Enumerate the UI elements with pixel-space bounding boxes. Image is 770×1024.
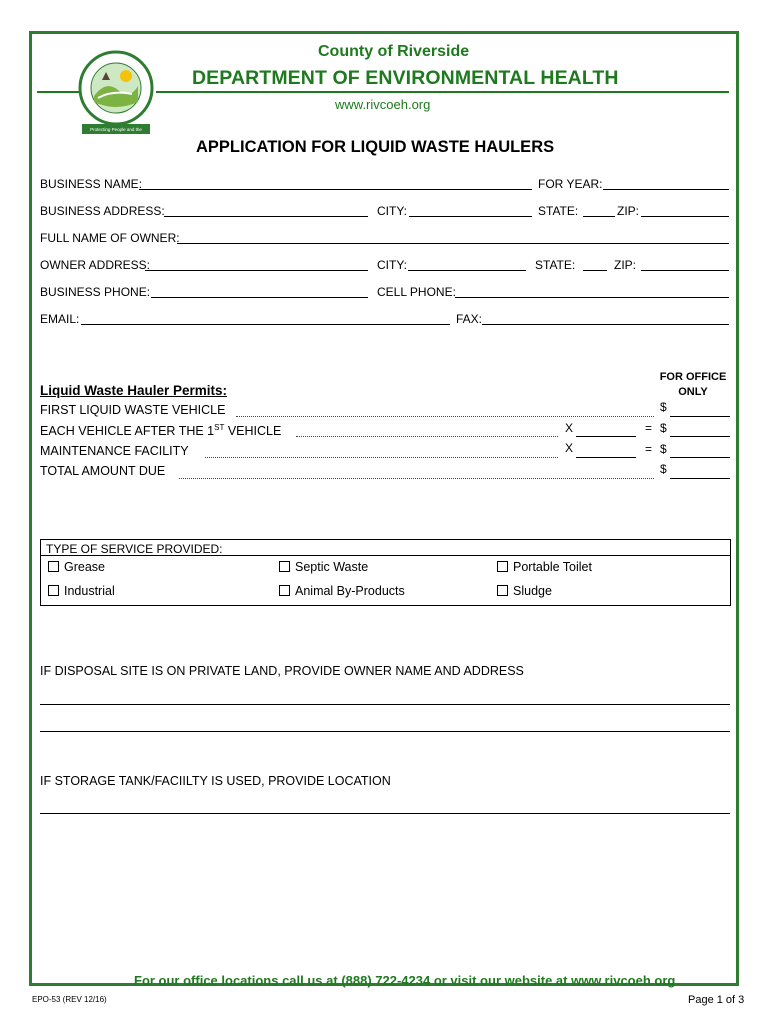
owner-address-label: OWNER ADDRESS: — [40, 258, 151, 272]
checkbox-icon — [48, 561, 59, 572]
owner-zip-label: ZIP: — [614, 258, 637, 272]
storage-answer-line[interactable] — [40, 813, 730, 814]
business-zip-label: ZIP: — [617, 204, 640, 218]
owner-zip-field[interactable] — [641, 270, 729, 271]
service-industrial-checkbox[interactable]: Industrial — [48, 584, 115, 598]
page-number: Page 1 of 3 — [688, 994, 745, 1006]
email-label: EMAIL: — [40, 312, 80, 326]
each-vehicle-leader — [296, 436, 558, 437]
disposal-answer-line-1[interactable] — [40, 704, 730, 705]
business-name-field[interactable] — [139, 189, 532, 190]
storage-prompt: IF STORAGE TANK/FACIILTY IS USED, PROVIDE LOCATION — [40, 774, 391, 788]
total-due-label: TOTAL AMOUNT DUE — [40, 464, 166, 478]
total-due-leader — [179, 478, 654, 479]
each-vehicle-x: X — [565, 421, 574, 435]
county-name: County of Riverside — [318, 43, 470, 60]
business-city-label: CITY: — [377, 204, 408, 218]
business-name-label: BUSINESS NAME: — [40, 177, 143, 191]
each-vehicle-count[interactable] — [576, 436, 636, 437]
checkbox-icon — [497, 585, 508, 596]
owner-city-field[interactable] — [408, 270, 526, 271]
checkbox-icon — [279, 561, 290, 572]
for-year-field[interactable] — [603, 189, 729, 190]
form-title: APPLICATION FOR LIQUID WASTE HAULERS — [196, 138, 555, 156]
for-year-label: FOR YEAR: — [538, 177, 603, 191]
service-portable-toilet-checkbox[interactable]: Portable Toilet — [497, 560, 592, 574]
department-name: DEPARTMENT OF ENVIRONMENTAL HEALTH — [192, 67, 619, 89]
fax-field[interactable] — [482, 324, 729, 325]
owner-city-label: CITY: — [377, 258, 408, 272]
service-septic-checkbox[interactable]: Septic Waste — [279, 560, 368, 574]
maintenance-leader — [205, 457, 558, 458]
owner-state-label: STATE: — [535, 258, 576, 272]
department-website: www.rivcoeh.org — [335, 97, 431, 112]
owner-name-field[interactable] — [177, 243, 729, 244]
business-phone-field[interactable] — [151, 297, 368, 298]
first-vehicle-amount[interactable] — [670, 416, 730, 417]
total-due-amount[interactable] — [670, 478, 730, 479]
header-rule — [156, 91, 729, 93]
email-field[interactable] — [81, 324, 450, 325]
service-type-heading: TYPE OF SERVICE PROVIDED: — [46, 542, 223, 556]
owner-name-label: FULL NAME OF OWNER: — [40, 231, 180, 245]
service-sludge-checkbox[interactable]: Sludge — [497, 584, 552, 598]
checkbox-icon — [48, 585, 59, 596]
header-left-rule — [37, 91, 79, 93]
county-seal-icon — [76, 50, 156, 135]
service-animal-byproducts-checkbox[interactable]: Animal By-Products — [279, 584, 405, 598]
maintenance-count[interactable] — [576, 457, 636, 458]
service-grease-checkbox[interactable]: Grease — [48, 560, 105, 574]
each-vehicle-amount[interactable] — [670, 436, 730, 437]
maintenance-dollar: $ — [660, 442, 667, 456]
business-city-field[interactable] — [409, 216, 532, 217]
maintenance-eq: = — [645, 442, 653, 456]
page-border — [29, 31, 739, 986]
each-vehicle-dollar: $ — [660, 421, 667, 435]
maintenance-label: MAINTENANCE FACILITY — [40, 444, 189, 458]
disposal-prompt: IF DISPOSAL SITE IS ON PRIVATE LAND, PROVIDE OWNER NAME AND ADDRESS — [40, 664, 524, 678]
service-type-box — [40, 539, 731, 606]
seal-tagline: Protecting People and the Environment — [90, 127, 142, 141]
each-vehicle-eq: = — [645, 421, 653, 435]
business-state-label: STATE: — [538, 204, 579, 218]
cell-phone-field[interactable] — [455, 297, 729, 298]
business-address-field[interactable] — [164, 216, 368, 217]
owner-state-field[interactable] — [583, 270, 607, 271]
first-vehicle-label: FIRST LIQUID WASTE VEHICLE — [40, 403, 226, 417]
total-due-dollar: $ — [660, 462, 667, 476]
form-revision-id: EPO-53 (REV 12/16) — [32, 995, 107, 1004]
checkbox-icon — [497, 561, 508, 572]
maintenance-x: X — [565, 441, 574, 455]
checkbox-icon — [279, 585, 290, 596]
office-only-heading: FOR OFFICE ONLY — [659, 371, 727, 398]
permits-heading: Liquid Waste Hauler Permits: — [40, 383, 228, 398]
service-box-divider — [41, 555, 730, 556]
owner-address-field[interactable] — [145, 270, 368, 271]
cell-phone-label: CELL PHONE: — [377, 285, 456, 299]
first-vehicle-dollar: $ — [660, 400, 667, 414]
business-address-label: BUSINESS ADDRESS: — [40, 204, 165, 218]
each-vehicle-label: EACH VEHICLE AFTER THE 1ST VEHICLE — [40, 423, 282, 439]
fax-label: FAX: — [456, 312, 483, 326]
business-zip-field[interactable] — [641, 216, 729, 217]
first-vehicle-leader — [236, 416, 654, 417]
maintenance-amount[interactable] — [670, 457, 730, 458]
footer-contact: For our office locations call us at (888) 722-4234 or visit our website at www.rivcoeh.org — [134, 973, 676, 988]
business-phone-label: BUSINESS PHONE: — [40, 285, 151, 299]
disposal-answer-line-2[interactable] — [40, 731, 730, 732]
business-state-field[interactable] — [583, 216, 615, 217]
